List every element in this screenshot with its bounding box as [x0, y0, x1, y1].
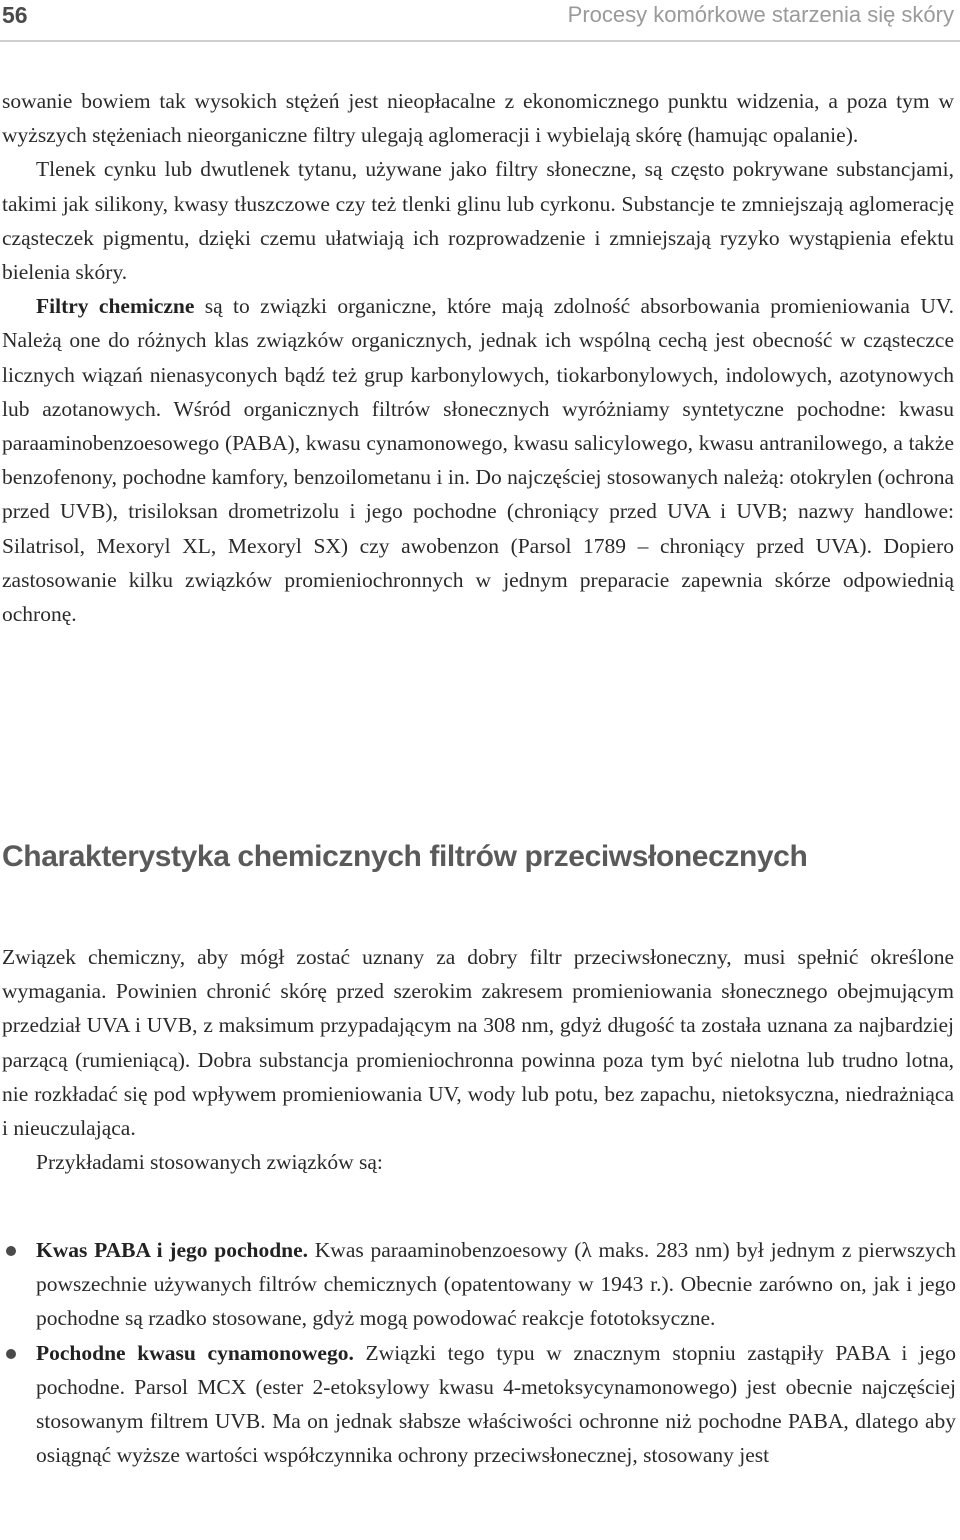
paragraph-zinc-oxide: Tlenek cynku lub dwutlenek tytanu, używane jako filtry słoneczne, są często pokrywane substancjami, takimi jak silikony, kwasy tłuszczowe czy też tlenki glinu lub cyrkonu. Substancje te zmniejszają aglomerację cząsteczek pigmentu, dzięki czemu ułatwiają ich rozprowadzenie i zmniejszają ryzyko wystąpienia efektu bielenia skóry. [2, 157, 954, 285]
running-title: Procesy komórkowe starzenia się skóry [567, 2, 954, 27]
list-item-text: Związki tego typu w znacznym stopniu zastąpiły PABA i jego pochodne. Parsol MCX (ester 2-etoksylowy kwasu 4-metoksycynamonowego) jest obecnie najczęściej stosowanym filtrem UVB. Ma on jednak słabsze właściwości ochronne niż pochodne PABA, dlatego aby osiągnąć wyższe wartości współczynnika ochrony przeciwsłonecznej, stosowany jest [36, 1340, 956, 1468]
section-heading: Charakterystyka chemicznych filtrów przeciwsłonecznych [2, 840, 808, 873]
running-header [0, 0, 960, 34]
list-item [0, 1336, 956, 1473]
page-number: 56 [2, 2, 28, 28]
header-divider [0, 40, 960, 42]
list-item-title: Pochodne kwasu cynamonowego. [36, 1340, 354, 1365]
list-item-text: Kwas paraaminobenzoesowy (λ maks. 283 nm) był jednym z pierwszych powszechnie używanych filtrów chemicznych (opatentowany w 1943 r.). Obecnie zarówno on, jak i jego pochodne są rzadko stosowane, gdyż mogą powodować reakcje fototoksyczne. [36, 1238, 957, 1331]
paragraph-examples-intro: Przykładami stosowanych związków są: [36, 1150, 383, 1175]
term-chemical-filters: Filtry chemiczne [36, 294, 195, 319]
paragraph-chemical-filters [2, 289, 954, 631]
section-text-block [2, 940, 954, 1179]
list-item-title: Kwas PABA i jego pochodne. [36, 1238, 309, 1262]
paragraph-requirements: Związek chemiczny, aby mógł zostać uznany za dobry filtr przeciwsłoneczny, musi spełnić określone wymagania. Powinien chronić skórę przed szerokim zakresem promieniowania słonecznego obejmującym przedział UVA i UVB, z maksimum przypadającym na 308 nm, gdyż długość ta została uznana za najbardziej parzącą (rumieniącą). Dobra substancja promieniochronna powinna poza tym być nielotna lub trudno lotna, nie rozkładać się pod wpływem promieniowania UV, wody lub potu, bez zapachu, nietoksyczna, niedrażniąca i nieuczulająca. [2, 945, 954, 1141]
bullet-icon [6, 1349, 16, 1359]
top-text-block [2, 84, 954, 631]
bullet-icon [6, 1246, 16, 1256]
paragraph-chemical-filters-text: są to związki organiczne, które mają zdolność absorbowania promieniowania UV. Należą one do różnych klas związków organicznych, jednak ich wspólną cechą jest obecność w cząsteczce licznych wiązań nienasyconych bądź też grup karbonylowych, tiokarbonylowych, indolowych, azotynowych lub azotanowych. Wśród organicznych filtrów słonecznych wyróżniamy syntetyczne pochodne: kwasu paraaminobenzoesowego (PABA), kwasu cynamonowego, kwasu salicylowego, kwasu antranilowego, a także benzofenony, pochodne kamfory, benzoilometanu i in. Do najczęściej stosowanych należą: otokrylen (ochrona przed UVB), trisiloksan drometrizolu i jego pochodne (chroniący przed UVA i UVB; nazwy handlowe: Silatrisol, Mexoryl XL, Mexoryl SX) czy awobenzon (Parsol 1789 – chroniący przed UVA). Dopiero zastosowanie kilku związków promieniochronnych w jednym preparacie zapewnia skórze odpowiednią ochronę. [2, 294, 955, 627]
paragraph-continuation: sowanie bowiem tak wysokich stężeń jest nieopłacalne z ekonomicznego punktu widzenia, a poza tym w wyższych stężeniach nieorganiczne filtry ulegają aglomeracji i wybielają skórę (hamując opalanie). [2, 89, 954, 148]
compound-list [0, 1233, 956, 1472]
list-item [0, 1233, 956, 1336]
